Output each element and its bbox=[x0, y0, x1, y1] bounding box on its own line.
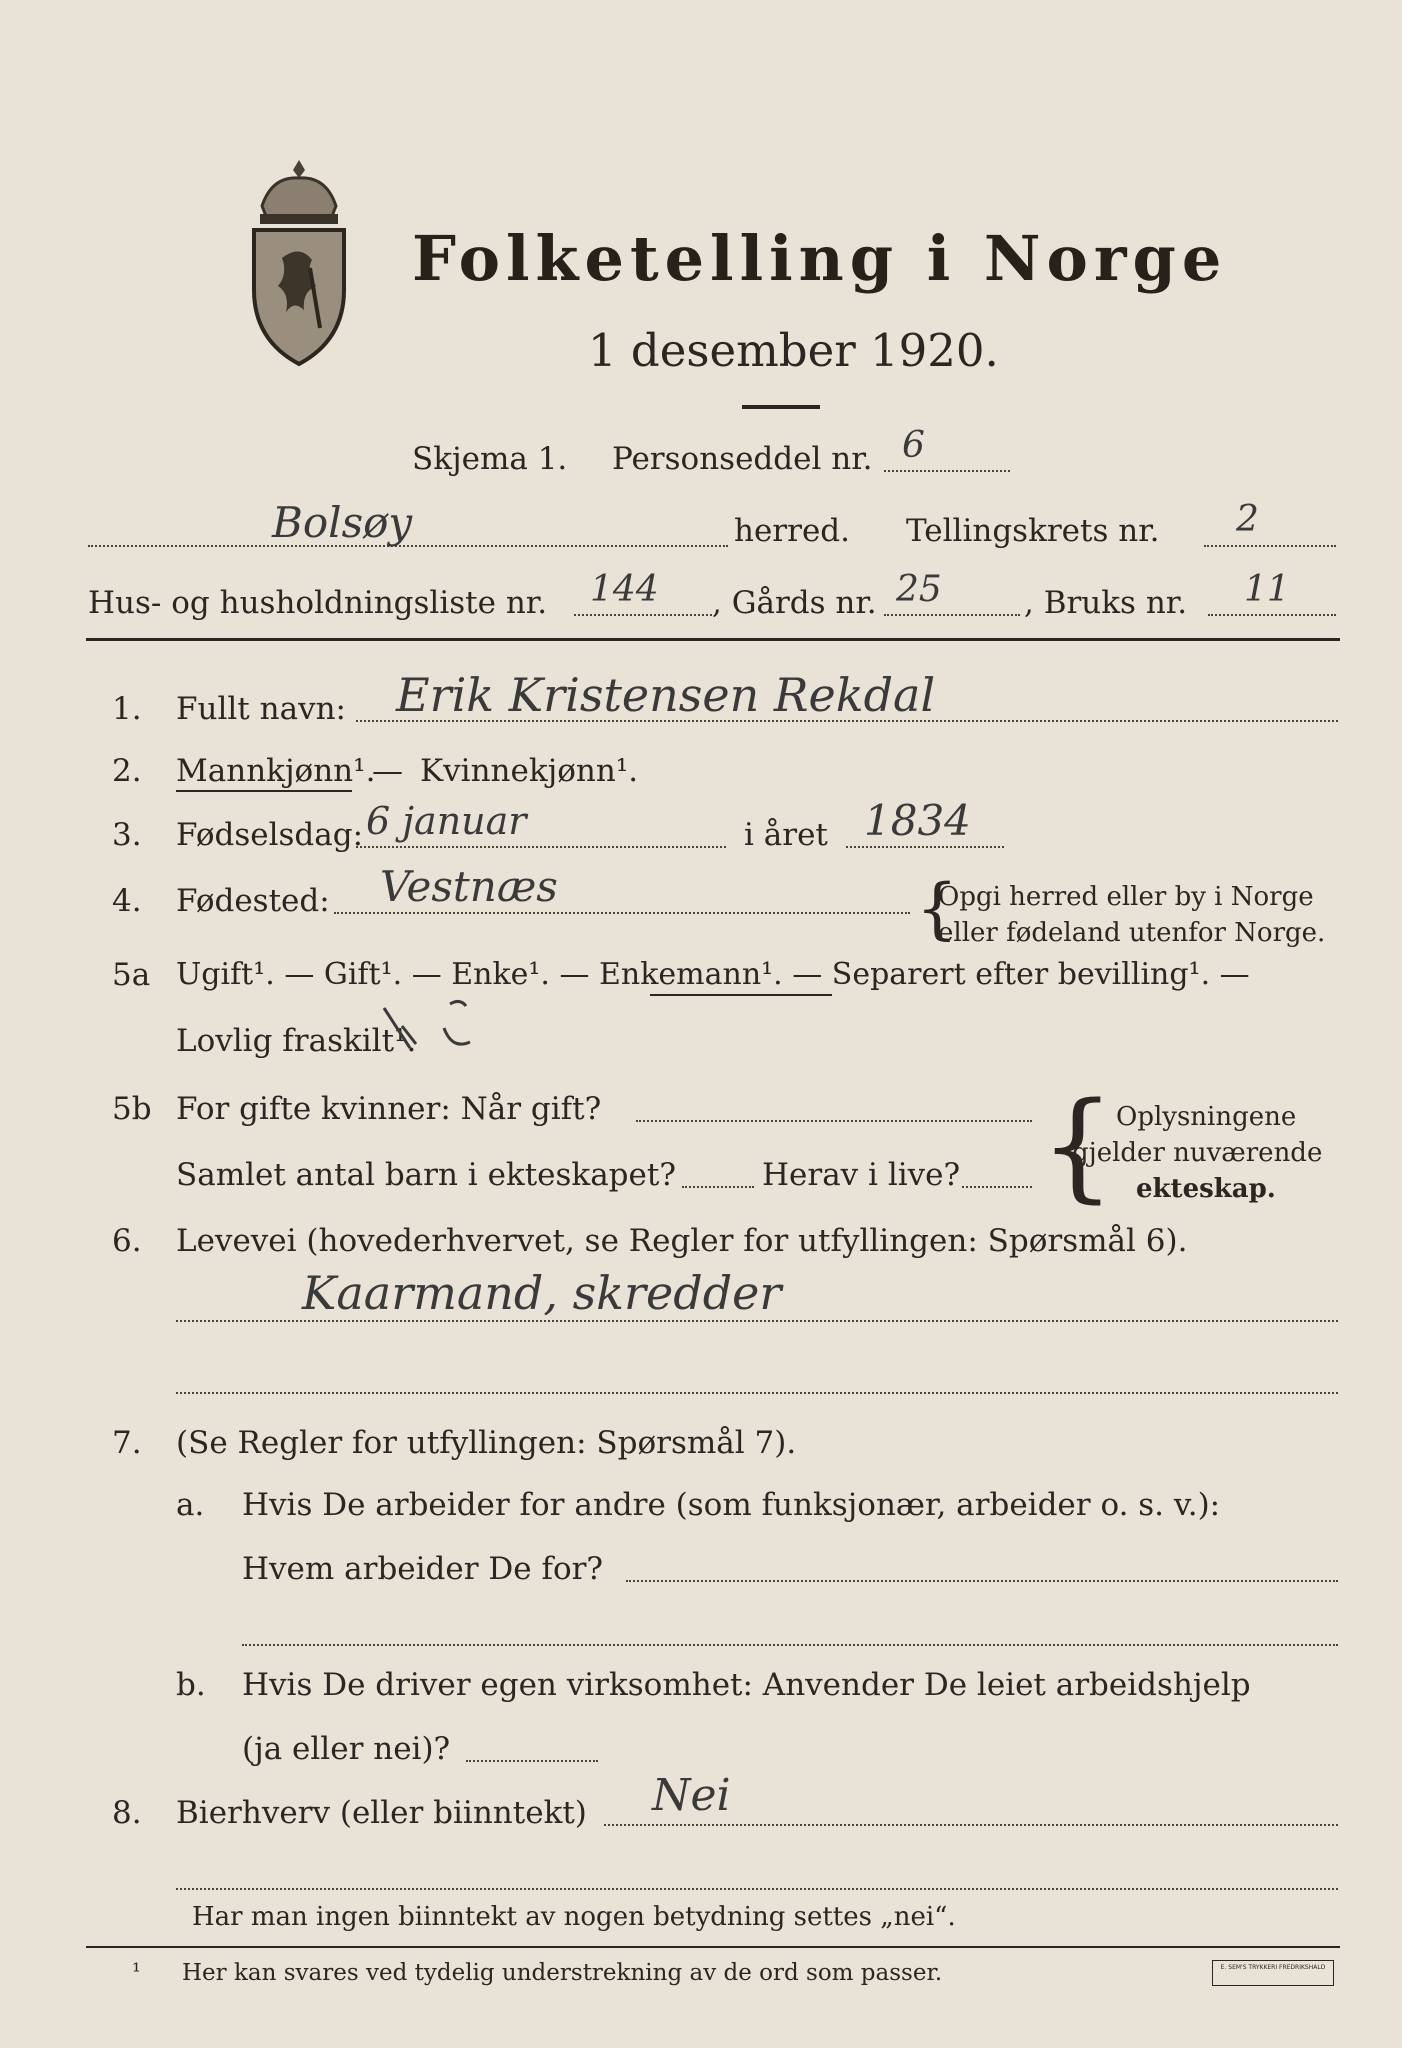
q4-label: Fødested: bbox=[176, 883, 330, 919]
q4-line bbox=[334, 912, 910, 914]
q7a-line1: Hvis De arbeider for andre (som funksjonær, arbeider o. s. v.): bbox=[242, 1487, 1221, 1523]
q8-line bbox=[604, 1824, 1338, 1826]
herred-label: herred. bbox=[734, 513, 850, 549]
q5b-note-line3: ekteskap. bbox=[1136, 1174, 1276, 1204]
q7a-letter: a. bbox=[176, 1487, 205, 1523]
person-label: Personseddel nr. bbox=[612, 441, 873, 477]
q7b-letter: b. bbox=[176, 1667, 206, 1703]
q7a-employer-line2 bbox=[242, 1644, 1338, 1646]
q7b-answer-line bbox=[466, 1760, 598, 1762]
herred-value[interactable]: Bolsøy bbox=[272, 498, 413, 547]
q5a-number: 5a bbox=[112, 957, 151, 993]
gards-line bbox=[884, 614, 1020, 616]
q8-line2 bbox=[176, 1888, 1338, 1890]
q7-label: (Se Regler for utfyllingen: Spørsmål 7). bbox=[176, 1425, 797, 1461]
q4-note-line1: Opgi herred eller by i Norge bbox=[938, 882, 1314, 912]
q7a-employer-line bbox=[626, 1580, 1338, 1582]
q5b-when-line bbox=[636, 1120, 1032, 1122]
q3-line bbox=[356, 846, 726, 848]
printer-stamp: E. SEM'S TRYKKERI FREDRIKSHALD bbox=[1212, 1960, 1334, 1986]
q6-line2 bbox=[176, 1392, 1338, 1394]
person-nr-line bbox=[884, 470, 1010, 472]
form-title: Folketelling i Norge bbox=[412, 222, 1228, 295]
hus-value[interactable]: 144 bbox=[590, 569, 659, 610]
q5b-number: 5b bbox=[112, 1091, 152, 1127]
q5b-note-brace: { bbox=[1040, 1076, 1116, 1214]
q4-number: 4. bbox=[112, 883, 142, 919]
q6-number: 6. bbox=[112, 1223, 142, 1259]
full-name-value[interactable]: Erik Kristensen Rekdal bbox=[396, 668, 936, 722]
q5b-note-line1: Oplysningene bbox=[1116, 1102, 1297, 1132]
handwritten-marks-icon bbox=[380, 998, 490, 1058]
q1-number: 1. bbox=[112, 691, 142, 727]
gards-value[interactable]: 25 bbox=[896, 569, 942, 610]
q3-label: Fødselsdag: bbox=[176, 817, 364, 853]
title-divider bbox=[742, 405, 820, 409]
male-option[interactable]: Mannkjønn¹. bbox=[176, 753, 376, 789]
q5b-note-line2: gjelder nuværende bbox=[1072, 1138, 1323, 1168]
q3-year-line bbox=[846, 846, 1004, 848]
q6-line1 bbox=[176, 1320, 1338, 1322]
birthplace-value[interactable]: Vestnæs bbox=[380, 862, 558, 911]
q8-note: Har man ingen biinntekt av nogen betydning settes „nei“. bbox=[192, 1902, 956, 1932]
tellingskrets-line bbox=[1204, 545, 1336, 547]
q2-separator: — bbox=[372, 753, 403, 789]
footnote-text: Her kan svares ved tydelig understrekning av de ord som passer. bbox=[182, 1960, 943, 1986]
q5b-alive-line bbox=[962, 1186, 1032, 1188]
tellingskrets-value[interactable]: 2 bbox=[1236, 499, 1259, 540]
bruks-label: , Bruks nr. bbox=[1024, 585, 1188, 621]
q5b-line1: For gifte kvinner: Når gift? bbox=[176, 1091, 602, 1127]
q7b-line1: Hvis De driver egen virksomhet: Anvender De leiet arbeidshjelp bbox=[242, 1667, 1251, 1703]
q8-label: Bierhverv (eller biinntekt) bbox=[176, 1795, 587, 1831]
hus-label: Hus- og husholdningsliste nr. bbox=[88, 585, 548, 621]
male-underline bbox=[176, 790, 352, 792]
hus-line bbox=[574, 614, 712, 616]
q5b-alive-label: Herav i live? bbox=[762, 1157, 961, 1193]
side-income-value[interactable]: Nei bbox=[652, 1770, 731, 1821]
q1-label: Fullt navn: bbox=[176, 691, 346, 727]
q3-year-label: i året bbox=[744, 817, 828, 853]
footnote-divider bbox=[86, 1946, 1340, 1948]
female-option[interactable]: Kvinnekjønn¹. bbox=[420, 753, 639, 789]
footnote-mark: ¹ bbox=[132, 1960, 141, 1985]
bruks-line bbox=[1208, 614, 1336, 616]
header-divider bbox=[86, 638, 1340, 641]
marital-options[interactable]: Ugift¹. — Gift¹. — Enke¹. — Enkemann¹. — Separert efter bevilling¹. — bbox=[176, 957, 1250, 992]
schema-label: Skjema 1. bbox=[412, 441, 568, 477]
q7a-line2: Hvem arbeider De for? bbox=[242, 1551, 604, 1587]
bruks-value[interactable]: 11 bbox=[1244, 569, 1290, 610]
coat-of-arms-icon bbox=[240, 158, 358, 368]
q5b-children-line bbox=[682, 1186, 754, 1188]
q8-number: 8. bbox=[112, 1795, 142, 1831]
person-nr-value[interactable]: 6 bbox=[902, 425, 925, 466]
birthday-value[interactable]: 6 januar bbox=[366, 799, 527, 843]
q2-number: 2. bbox=[112, 753, 142, 789]
enkemann-underline bbox=[650, 994, 832, 996]
marital-options-line2[interactable]: Lovlig fraskilt¹. bbox=[176, 1023, 417, 1059]
q3-number: 3. bbox=[112, 817, 142, 853]
q7b-line2: (ja eller nei)? bbox=[242, 1731, 451, 1767]
gards-label: , Gårds nr. bbox=[712, 585, 877, 621]
tellingskrets-label: Tellingskrets nr. bbox=[906, 513, 1160, 549]
occupation-value[interactable]: Kaarmand, skredder bbox=[302, 1266, 782, 1320]
q5b-children-label: Samlet antal barn i ekteskapet? bbox=[176, 1157, 676, 1193]
q4-note-line2: eller fødeland utenfor Norge. bbox=[938, 918, 1326, 948]
birth-year-value[interactable]: 1834 bbox=[864, 796, 971, 845]
q4-note-brace: { bbox=[916, 870, 958, 947]
q7-number: 7. bbox=[112, 1425, 142, 1461]
form-date: 1 desember 1920. bbox=[588, 324, 999, 377]
q6-label: Levevei (hovederhvervet, se Regler for utfyllingen: Spørsmål 6). bbox=[176, 1223, 1188, 1259]
